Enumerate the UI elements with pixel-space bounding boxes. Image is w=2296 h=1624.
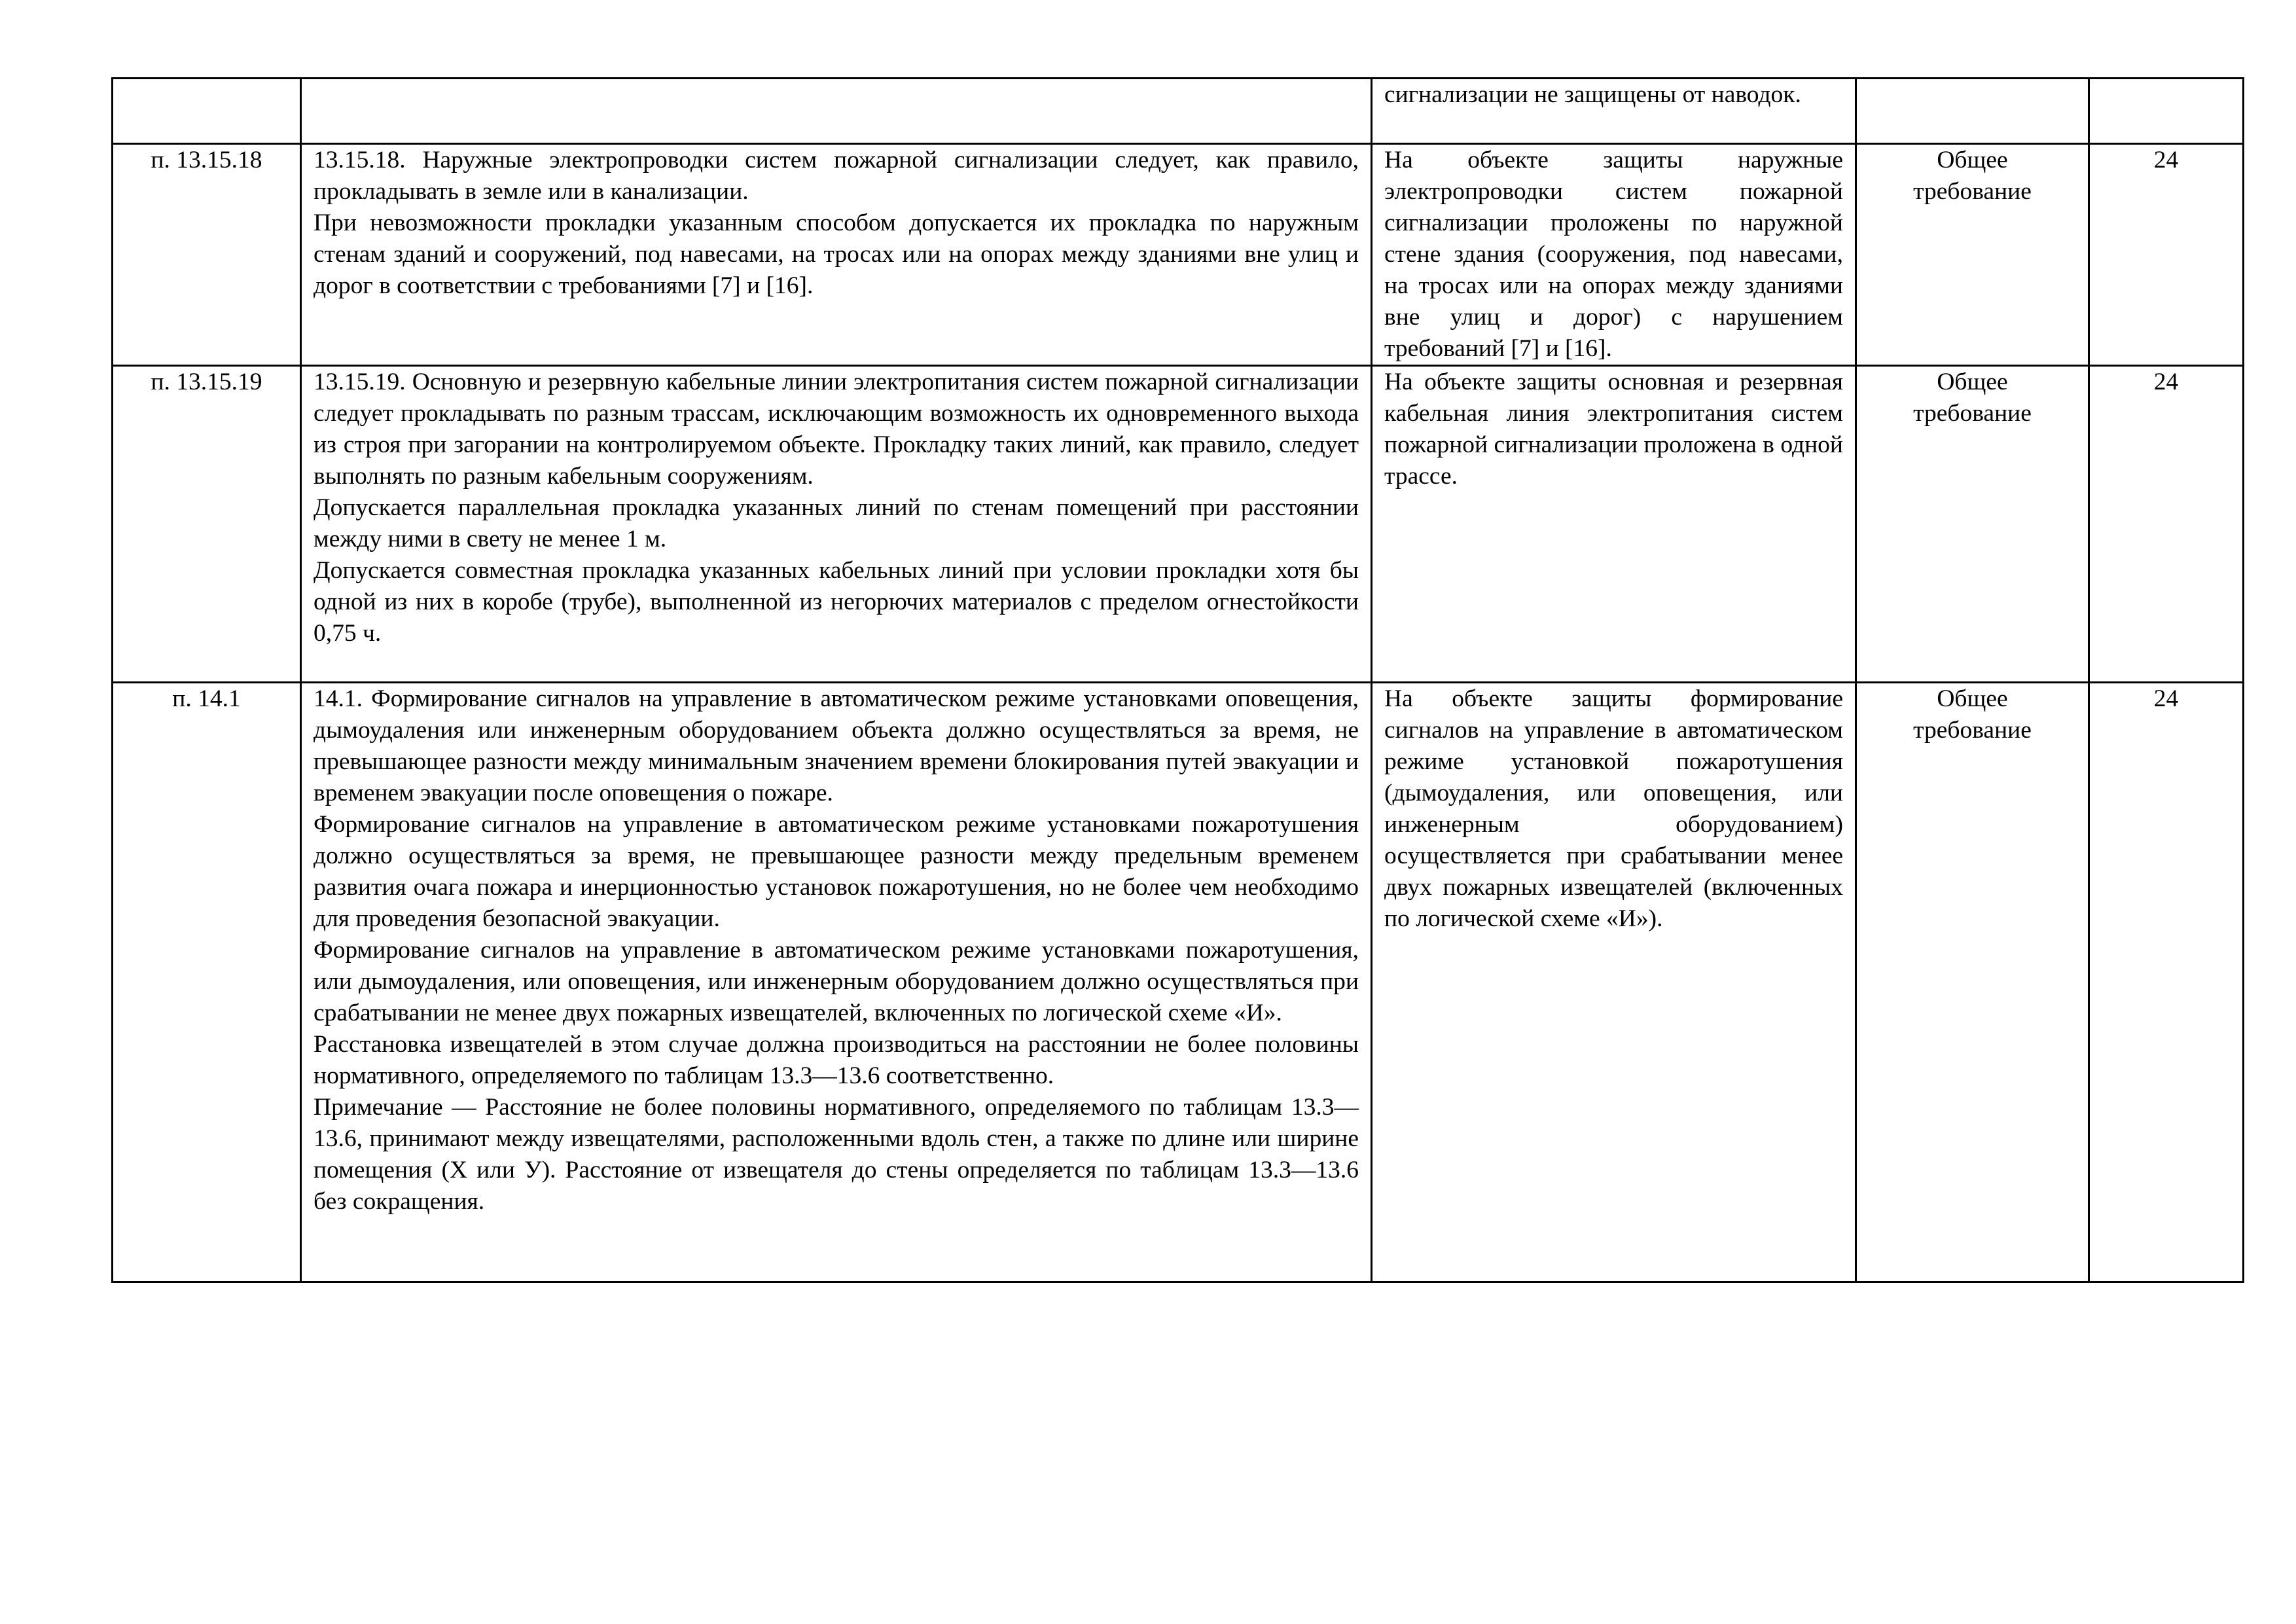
requirement-type-line: Общее	[1937, 147, 2008, 173]
count-cell: 24	[2089, 683, 2244, 1282]
point-cell: п. 13.15.18	[113, 144, 301, 366]
requirement-paragraph: 13.15.18. Наружные электропроводки систем пожарной сигнализации следует, как правило, прокладывать в земле или в канализации.	[314, 147, 1359, 205]
requirement-paragraph: 14.1. Формирование сигналов на управление в автоматическом режиме установками оповещения, дымоудаления или инженерным оборудованием объекта должно осуществляться за время, не превышающее разности между минимальным значением времени блокирования путей эвакуации и временем эвакуации после оповещения о пожаре.	[314, 685, 1359, 806]
requirement-type-cell	[1856, 683, 2089, 1282]
requirement-paragraph: Допускается параллельная прокладка указанных линий по стенам помещений при расстоянии между ними в свету не менее 1 м.	[314, 494, 1359, 552]
requirement-type-line: требование	[1913, 178, 2032, 205]
count-cell: 24	[2089, 366, 2244, 683]
table-row	[113, 79, 2244, 144]
requirement-type-cell	[1856, 366, 2089, 683]
requirement-paragraph: Допускается совместная прокладка указанных кабельных линий при условии прокладки хотя бы одной из них в коробе (трубе), выполненной из негорючих материалов с пределом огнестойкости 0,75 ч.	[314, 557, 1359, 647]
requirement-paragraph: Расстановка извещателей в этом случае должна производиться на расстоянии не более половины нормативного, определяемого по таблицам 13.3—13.6 соответственно.	[314, 1031, 1359, 1089]
requirement-paragraph: Формирование сигналов на управление в автоматическом режиме установками пожаротушения должно осуществляться за время, не превышающее разности между предельным временем развития очага пожара и инерционностью установок пожаротушения, но не более чем необходимо для проведения безопасной эвакуации.	[314, 811, 1359, 932]
violation-cell	[1372, 144, 1856, 366]
requirement-paragraph: Формирование сигналов на управление в автоматическом режиме установками пожаротушения, или дымоудаления, или оповещения, или инженерным оборудованием должно осуществляться при срабатывании не менее двух пожарных извещателей, включенных по логической схеме «И».	[314, 937, 1359, 1026]
table-row	[113, 366, 2244, 683]
requirement-type-cell	[1856, 144, 2089, 366]
requirement-cell	[301, 683, 1372, 1282]
violation-text: На объекте защиты наружные электропроводки систем пожарной сигнализации проложены по наружной стене здания (сооружения, под навесами, на тросах или на опорах между зданиями вне улиц и дорог) с нарушением требований [7] и [16].	[1384, 147, 1843, 362]
count-cell: 24	[2089, 144, 2244, 366]
requirement-cell	[301, 144, 1372, 366]
requirement-type-line: Общее	[1937, 369, 2008, 395]
violation-text: На объекте защиты основная и резервная кабельная линия электропитания систем пожарной сигнализации проложена в одной трассе.	[1384, 369, 1843, 490]
requirement-type-line: требование	[1913, 400, 2032, 427]
point-cell: п. 13.15.19	[113, 366, 301, 683]
table-row	[113, 144, 2244, 366]
requirement-cell	[301, 366, 1372, 683]
requirement-type-cell	[1856, 79, 2089, 144]
requirement-type-line: требование	[1913, 717, 2032, 744]
point-cell	[113, 79, 301, 144]
count-cell	[2089, 79, 2244, 144]
requirement-paragraph: 13.15.19. Основную и резервную кабельные линии электропитания систем пожарной сигнализации следует прокладывать по разным трассам, исключающим возможность их одновременного выхода из строя при загорании на контролируемом объекте. Прокладку таких линий, как правило, следует выполнять по разным кабельным сооружениям.	[314, 369, 1359, 490]
requirement-cell	[301, 79, 1372, 144]
violation-text: сигнализации не защищены от наводок.	[1384, 81, 1801, 108]
requirement-paragraph: При невозможности прокладки указанным способом допускается их прокладка по наружным стенам зданий и сооружений, под навесами, на тросах или на опорах между зданиями вне улиц и дорог в соответствии с требованиями [7] и [16].	[314, 209, 1359, 299]
requirement-note: Примечание — Расстояние не более половины нормативного, определяемого по таблицам 13.3—13.6, принимают между извещателями, расположенными вдоль стен, а также по длине или ширине помещения (Х или У). Расстояние от извещателя до стены определяется по таблицам 13.3—13.6 без сокращения.	[314, 1094, 1359, 1215]
violation-text: На объекте защиты формирование сигналов на управление в автоматическом режиме установкой пожаротушения (дымоудаления, или оповещения, или инженерным оборудованием) осуществляется при срабатывании менее двух пожарных извещателей (включенных по логической схеме «И»).	[1384, 685, 1843, 932]
violation-cell	[1372, 79, 1856, 144]
point-cell: п. 14.1	[113, 683, 301, 1282]
table-row	[113, 683, 2244, 1282]
requirements-table	[111, 77, 2244, 1283]
violation-cell	[1372, 683, 1856, 1282]
violation-cell	[1372, 366, 1856, 683]
requirement-type-line: Общее	[1937, 685, 2008, 712]
